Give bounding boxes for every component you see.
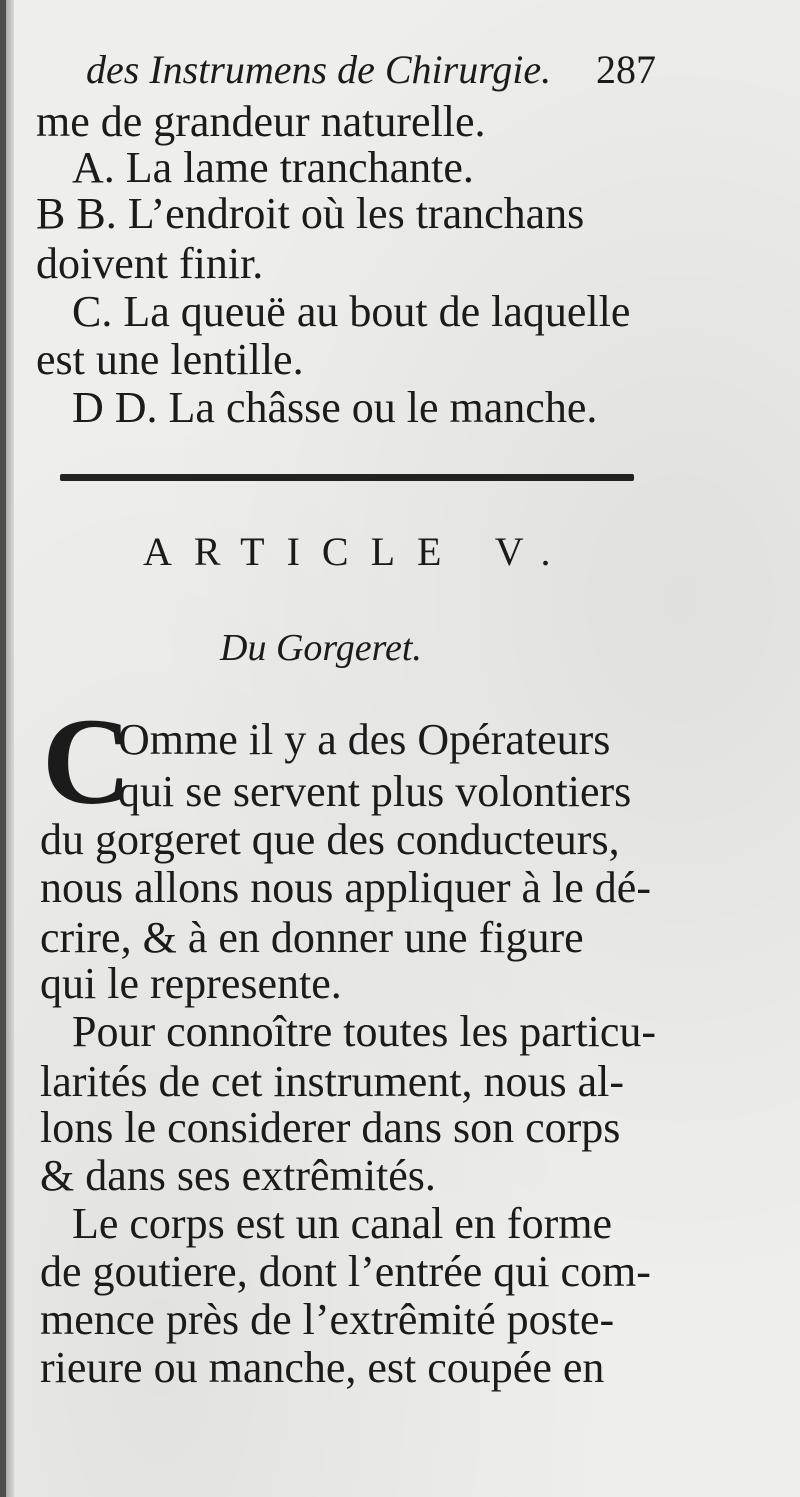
body-line: nous allons nous appliquer à le dé- <box>40 863 651 912</box>
running-title: des Instrumens de Chirurgie. <box>86 47 552 92</box>
body-line: qui se servent plus volontiers <box>118 767 632 816</box>
legend-line: D D. La châsse ou le manche. <box>72 383 598 432</box>
body-line: lons le considerer dans son corps <box>40 1103 621 1152</box>
body-line: larités de cet instrument, nous al- <box>40 1057 625 1106</box>
section-rule <box>60 474 634 481</box>
body-line: rieure ou manche, est coupée en <box>40 1343 605 1392</box>
page-number: 287 <box>596 47 656 92</box>
body-line: qui le represente. <box>40 959 342 1008</box>
body-line: Omme il y a des Opérateurs <box>118 715 611 764</box>
legend-line: est une lentille. <box>36 335 304 384</box>
article-heading: ARTICLE V. <box>143 529 573 574</box>
body-line: & dans ses extrêmités. <box>40 1151 436 1200</box>
drop-cap: C <box>42 693 132 830</box>
legend-line: doivent finir. <box>36 239 264 288</box>
body-line: Pour connoître toutes les particu- <box>72 1007 657 1056</box>
legend-line: C. La queuë au bout de laquelle <box>72 287 631 336</box>
legend-line: me de grandeur naturelle. <box>36 97 486 146</box>
body-line: crire, & à en donner une figure <box>40 913 584 962</box>
legend-line: A. La lame tranchante. <box>72 143 474 192</box>
page-edge <box>0 0 6 1497</box>
article-subtitle: Du Gorgeret. <box>220 627 422 669</box>
body-line: de goutiere, dont l’entrée qui com- <box>40 1247 651 1296</box>
body-line: Le corps est un canal en forme <box>72 1199 612 1248</box>
legend-line: B B. L’endroit où les tranchans <box>36 189 585 238</box>
body-line: mence près de l’extrêmité poste- <box>40 1295 615 1344</box>
body-line: du gorgeret que des conducteurs, <box>40 815 620 864</box>
